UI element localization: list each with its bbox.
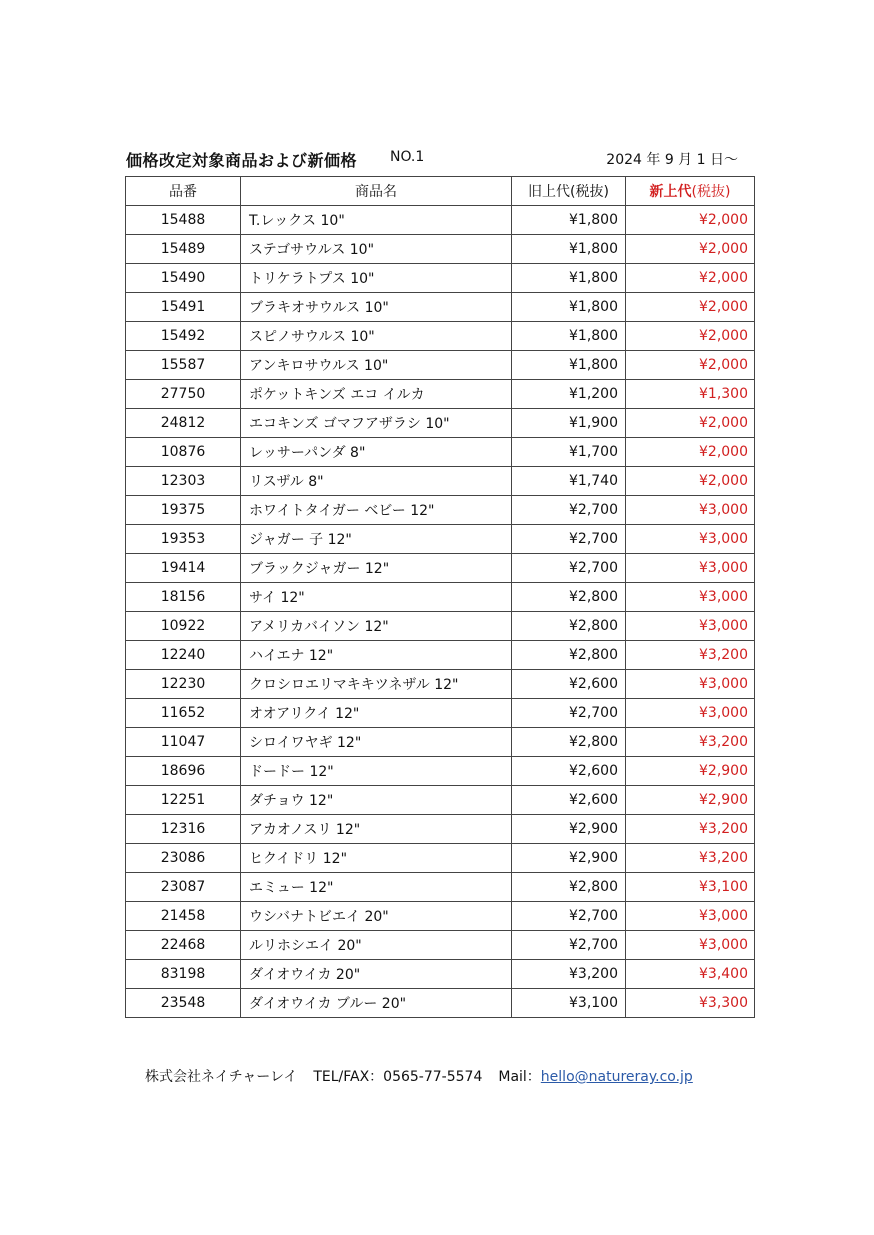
document-number: NO.1 [390,149,425,165]
cell-old-price: ¥2,600 [512,670,626,699]
table-row [126,380,755,409]
table-row [126,873,755,902]
page-title: 価格改定対象商品および新価格 [126,151,358,170]
cell-code: 24812 [126,409,241,438]
table-row [126,815,755,844]
cell-code: 19375 [126,496,241,525]
footer-contact [145,1066,693,1086]
cell-name: アカオノスリ 12" [241,815,512,844]
cell-new-price: ¥3,200 [626,815,755,844]
table-row [126,264,755,293]
cell-code: 18696 [126,757,241,786]
cell-code: 15587 [126,351,241,380]
cell-new-price: ¥2,000 [626,409,755,438]
cell-name: ステゴサウルス 10" [241,235,512,264]
cell-name: ホワイトタイガー ベビー 12" [241,496,512,525]
table-row [126,844,755,873]
cell-name: ルリホシエイ 20" [241,931,512,960]
cell-old-price: ¥2,700 [512,554,626,583]
cell-name: T.レックス 10" [241,206,512,235]
cell-name: ブラックジャガー 12" [241,554,512,583]
price-table [125,176,755,1018]
column-header-old-price: 旧上代(税抜) [512,177,626,206]
cell-code: 15489 [126,235,241,264]
cell-name: トリケラトプス 10" [241,264,512,293]
table-row [126,583,755,612]
cell-code: 27750 [126,380,241,409]
table-row [126,438,755,467]
cell-code: 19353 [126,525,241,554]
table-row [126,902,755,931]
cell-code: 12230 [126,670,241,699]
cell-name: リスザル 8" [241,467,512,496]
table-row [126,989,755,1018]
table-row [126,235,755,264]
cell-name: シロイワヤギ 12" [241,728,512,757]
cell-name: レッサーパンダ 8" [241,438,512,467]
cell-new-price: ¥3,100 [626,873,755,902]
cell-new-price: ¥3,200 [626,844,755,873]
cell-code: 10876 [126,438,241,467]
cell-code: 22468 [126,931,241,960]
email-link[interactable]: hello@natureray.co.jp [540,1069,693,1085]
table-row [126,757,755,786]
cell-new-price: ¥2,000 [626,438,755,467]
cell-name: ダイオウイカ 20" [241,960,512,989]
cell-new-price: ¥2,000 [626,235,755,264]
cell-old-price: ¥1,800 [512,351,626,380]
cell-old-price: ¥1,200 [512,380,626,409]
cell-name: スピノサウルス 10" [241,322,512,351]
cell-new-price: ¥3,400 [626,960,755,989]
cell-old-price: ¥2,700 [512,525,626,554]
cell-old-price: ¥2,700 [512,902,626,931]
cell-name: ヒクイドリ 12" [241,844,512,873]
cell-new-price: ¥2,900 [626,786,755,815]
cell-old-price: ¥1,800 [512,293,626,322]
table-row [126,409,755,438]
cell-code: 10922 [126,612,241,641]
cell-old-price: ¥2,900 [512,844,626,873]
cell-code: 12251 [126,786,241,815]
cell-name: ハイエナ 12" [241,641,512,670]
cell-old-price: ¥2,800 [512,641,626,670]
mail-label: Mail： [498,1069,541,1085]
table-row [126,467,755,496]
cell-code: 19414 [126,554,241,583]
cell-new-price: ¥2,000 [626,322,755,351]
cell-old-price: ¥1,800 [512,235,626,264]
cell-old-price: ¥2,600 [512,757,626,786]
cell-new-price: ¥3,200 [626,728,755,757]
cell-new-price: ¥2,000 [626,351,755,380]
table-row [126,960,755,989]
new-price-label: 新上代 [649,184,692,200]
cell-code: 18156 [126,583,241,612]
cell-name: ジャガー 子 12" [241,525,512,554]
table-row [126,351,755,380]
cell-code: 12240 [126,641,241,670]
cell-old-price: ¥3,100 [512,989,626,1018]
cell-code: 11652 [126,699,241,728]
cell-old-price: ¥2,700 [512,496,626,525]
cell-new-price: ¥2,000 [626,206,755,235]
cell-name: エミュー 12" [241,873,512,902]
cell-name: アンキロサウルス 10" [241,351,512,380]
table-row [126,931,755,960]
cell-old-price: ¥2,800 [512,612,626,641]
cell-name: ダチョウ 12" [241,786,512,815]
cell-code: 15490 [126,264,241,293]
table-header-row [126,177,755,206]
cell-name: ダイオウイカ ブルー 20" [241,989,512,1018]
cell-new-price: ¥3,000 [626,525,755,554]
cell-old-price: ¥1,900 [512,409,626,438]
cell-old-price: ¥2,700 [512,699,626,728]
cell-new-price: ¥3,000 [626,699,755,728]
cell-new-price: ¥3,000 [626,670,755,699]
cell-code: 23548 [126,989,241,1018]
cell-new-price: ¥1,300 [626,380,755,409]
phone-fax: TEL/FAX：0565-77-5574 [313,1069,483,1085]
cell-old-price: ¥2,800 [512,583,626,612]
table-row [126,206,755,235]
column-header-code: 品番 [126,177,241,206]
table-row [126,496,755,525]
cell-new-price: ¥3,300 [626,989,755,1018]
price-table-body [126,206,755,1018]
cell-name: ブラキオサウルス 10" [241,293,512,322]
company-name: 株式会社ネイチャーレイ [145,1069,298,1085]
table-row [126,641,755,670]
cell-code: 15492 [126,322,241,351]
cell-name: オオアリクイ 12" [241,699,512,728]
cell-code: 12303 [126,467,241,496]
cell-code: 15488 [126,206,241,235]
cell-old-price: ¥2,600 [512,786,626,815]
cell-name: ドードー 12" [241,757,512,786]
cell-code: 15491 [126,293,241,322]
cell-old-price: ¥2,700 [512,931,626,960]
cell-new-price: ¥2,000 [626,264,755,293]
table-row [126,612,755,641]
cell-new-price: ¥3,000 [626,583,755,612]
cell-code: 12316 [126,815,241,844]
table-row [126,554,755,583]
cell-old-price: ¥1,800 [512,264,626,293]
table-row [126,728,755,757]
cell-name: エコキンズ ゴマフアザラシ 10" [241,409,512,438]
cell-new-price: ¥2,000 [626,467,755,496]
cell-old-price: ¥3,200 [512,960,626,989]
cell-new-price: ¥3,000 [626,931,755,960]
table-row [126,525,755,554]
cell-name: クロシロエリマキキツネザル 12" [241,670,512,699]
cell-name: アメリカバイソン 12" [241,612,512,641]
table-row [126,786,755,815]
table-row [126,293,755,322]
cell-new-price: ¥3,000 [626,554,755,583]
cell-code: 23087 [126,873,241,902]
document-header [126,148,752,174]
column-header-name: 商品名 [241,177,512,206]
cell-new-price: ¥3,000 [626,496,755,525]
cell-name: ウシバナトビエイ 20" [241,902,512,931]
cell-name: サイ 12" [241,583,512,612]
cell-new-price: ¥3,000 [626,612,755,641]
cell-code: 83198 [126,960,241,989]
table-row [126,322,755,351]
cell-code: 21458 [126,902,241,931]
table-row [126,670,755,699]
cell-code: 23086 [126,844,241,873]
cell-name: ポケットキンズ エコ イルカ [241,380,512,409]
cell-old-price: ¥2,800 [512,873,626,902]
cell-old-price: ¥1,800 [512,206,626,235]
cell-old-price: ¥1,740 [512,467,626,496]
cell-old-price: ¥1,700 [512,438,626,467]
cell-new-price: ¥2,000 [626,293,755,322]
cell-old-price: ¥1,800 [512,322,626,351]
table-row [126,699,755,728]
cell-old-price: ¥2,800 [512,728,626,757]
new-price-suffix: (税抜) [691,184,731,200]
effective-date: 2024 年 9 月 1 日〜 [606,152,738,168]
cell-old-price: ¥2,900 [512,815,626,844]
column-header-new-price [626,177,755,206]
cell-new-price: ¥3,000 [626,902,755,931]
cell-code: 11047 [126,728,241,757]
cell-new-price: ¥3,200 [626,641,755,670]
cell-new-price: ¥2,900 [626,757,755,786]
